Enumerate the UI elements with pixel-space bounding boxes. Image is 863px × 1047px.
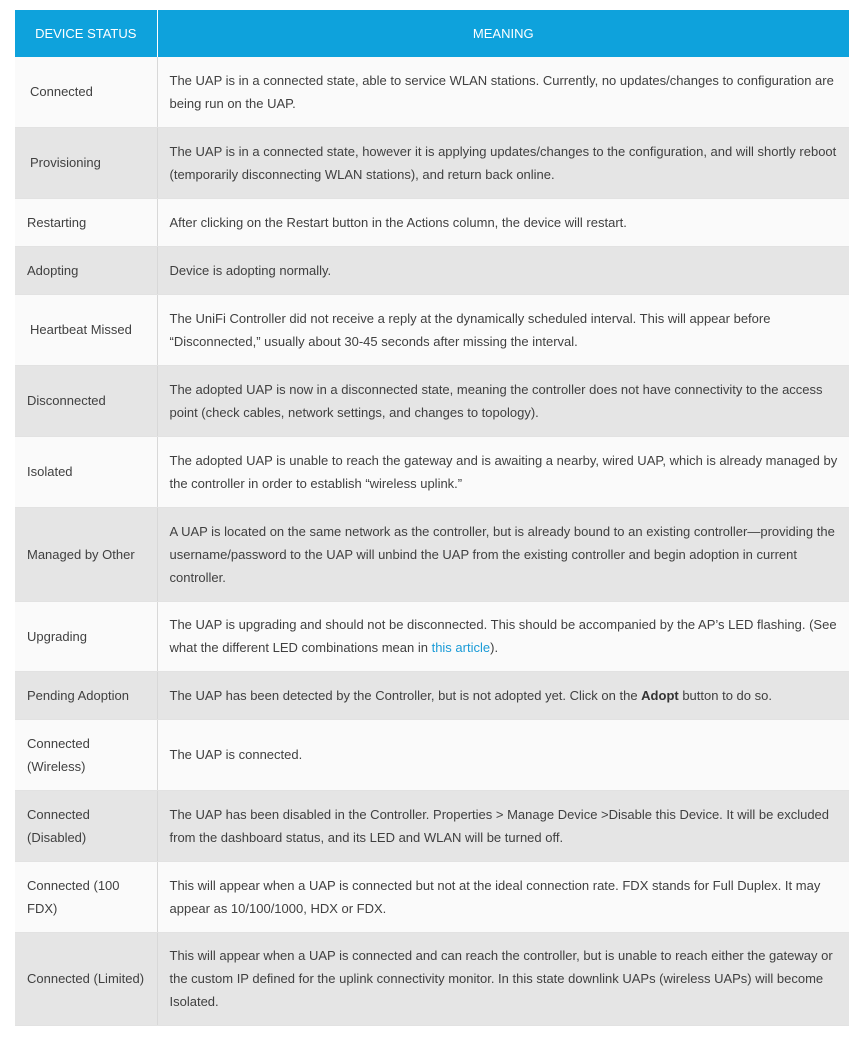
meaning-cell: This will appear when a UAP is connected and can reach the controller, but is unable to reach either the gateway or the custom IP defined for the uplink connectivity monitor. In this state downlink UAPs (wireless UAPs) will become Isolated.: [157, 932, 849, 1025]
meaning-cell: The UAP is connected.: [157, 719, 849, 790]
header-device-status: DEVICE STATUS: [15, 10, 157, 57]
meaning-text: button to do so.: [678, 687, 772, 703]
status-cell: Disconnected: [15, 365, 157, 436]
table-row: [15, 294, 849, 365]
status-cell: Heartbeat Missed: [15, 294, 157, 365]
table-row: [15, 57, 849, 127]
status-cell: Adopting: [15, 246, 157, 294]
status-cell: Upgrading: [15, 601, 157, 671]
meaning-cell: The adopted UAP is unable to reach the gateway and is awaiting a nearby, wired UAP, which is already managed by the controller in order to establish “wireless uplink.”: [157, 436, 849, 507]
status-cell: Connected (Wireless): [15, 719, 157, 790]
table-row: [15, 198, 849, 246]
meaning-cell: After clicking on the Restart button in the Actions column, the device will restart.: [157, 198, 849, 246]
table-row: [15, 932, 849, 1025]
meaning-cell: The adopted UAP is now in a disconnected state, meaning the controller does not have connectivity to the access point (check cables, network settings, and changes to topology).: [157, 365, 849, 436]
table-row: [15, 246, 849, 294]
this-article-link[interactable]: this article: [431, 640, 491, 655]
meaning-cell: The UAP is in a connected state, able to service WLAN stations. Currently, no updates/changes to configuration are being run on the UAP.: [157, 57, 849, 127]
meaning-cell: The UAP has been disabled in the Controller. Properties > Manage Device >Disable this Device. It will be excluded from the dashboard status, and its LED and WLAN will be turned off.: [157, 790, 849, 861]
status-cell: Connected (100 FDX): [15, 861, 157, 932]
status-cell: Connected: [15, 57, 157, 127]
table-header-row: [15, 10, 849, 57]
table-row: [15, 790, 849, 861]
table-row: [15, 861, 849, 932]
status-cell: Managed by Other: [15, 507, 157, 601]
table-row: [15, 365, 849, 436]
meaning-cell: Device is adopting normally.: [157, 246, 849, 294]
status-cell: Isolated: [15, 436, 157, 507]
table-row: [15, 436, 849, 507]
table-row: [15, 507, 849, 601]
status-cell: Provisioning: [15, 127, 157, 198]
meaning-text: The UAP has been detected by the Controller, but is not adopted yet. Click on the: [169, 687, 642, 703]
meaning-cell: This will appear when a UAP is connected but not at the ideal connection rate. FDX stands for Full Duplex. It may appear as 10/100/1000, HDX or FDX.: [157, 861, 849, 932]
device-status-table: [15, 10, 849, 1026]
meaning-cell: The UAP is in a connected state, however it is applying updates/changes to the configuration, and will shortly reboot (temporarily disconnecting WLAN stations), and return back online.: [157, 127, 849, 198]
meaning-text: ).: [490, 640, 499, 655]
meaning-cell: [157, 601, 849, 671]
table-row: [15, 719, 849, 790]
meaning-cell: The UniFi Controller did not receive a reply at the dynamically scheduled interval. This will appear before “Disconnected,” usually about 30-45 seconds after missing the interval.: [157, 294, 849, 365]
header-meaning: MEANING: [157, 10, 849, 57]
table-row: [15, 671, 849, 719]
status-cell: Connected (Limited): [15, 932, 157, 1025]
table-row: [15, 601, 849, 671]
meaning-cell: A UAP is located on the same network as the controller, but is already bound to an existing controller—providing the username/password to the UAP will unbind the UAP from the existing controller and begin adoption in current controller.: [157, 507, 849, 601]
status-cell: Restarting: [15, 198, 157, 246]
table-row: [15, 127, 849, 198]
adopt-bold-text: Adopt: [641, 687, 679, 703]
status-cell: Connected (Disabled): [15, 790, 157, 861]
meaning-text: The UAP is upgrading and should not be disconnected. This should be accompanied by the AP’s LED flashing. (See what the different LED combinations mean in: [169, 617, 837, 655]
status-cell: Pending Adoption: [15, 671, 157, 719]
meaning-cell: [157, 671, 849, 719]
device-status-table-container: [15, 10, 849, 1026]
